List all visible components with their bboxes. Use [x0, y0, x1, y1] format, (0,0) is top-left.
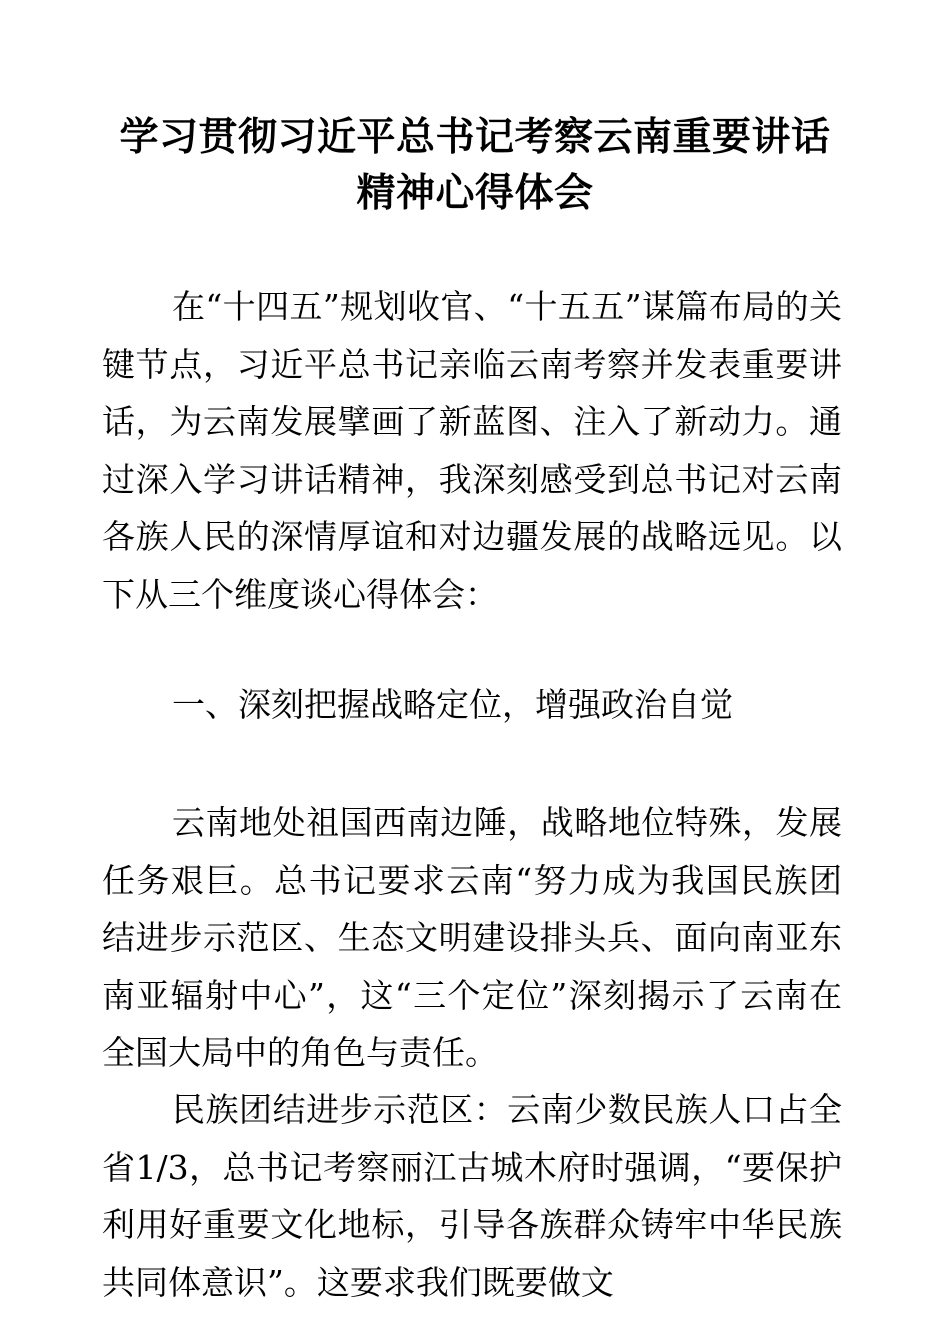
section-heading-1: 一、深刻把握战略定位，增强政治自觉 [172, 685, 733, 724]
title-line-1: 学习贯彻习近平总书记考察云南重要讲话 [119, 115, 831, 160]
document-title [80, 110, 870, 222]
section-1-paragraph-1: 云南地处祖国西南边陲，战略地位特殊，发展任务艰巨。总书记要求云南“努力成为我国民族团结进步示范区、生态文明建设排头兵、面向南亚东南亚辐射中心”，这“三个定位”深刻揭示了云南在全国大局中的角色与责任。 [102, 803, 842, 1072]
section-1-paragraph-2: 民族团结进步示范区：云南少数民族人口占全省1/3，总书记考察丽江古城木府时强调，“要保护利用好重要文化地标，引导各族群众铸牢中华民族共同体意识”。这要求我们既要做文 [102, 1090, 842, 1302]
title-line-2: 精神心得体会 [356, 171, 594, 216]
intro-paragraph: 在“十四五”规划收官、“十五五”谋篇布局的关键节点，习近平总书记亲临云南考察并发表重要讲话，为云南发展擘画了新蓝图、注入了新动力。通过深入学习讲话精神，我深刻感受到总书记对云南各族人民的深情厚谊和对边疆发展的战略远见。以下从三个维度谈心得体会： [102, 287, 842, 614]
